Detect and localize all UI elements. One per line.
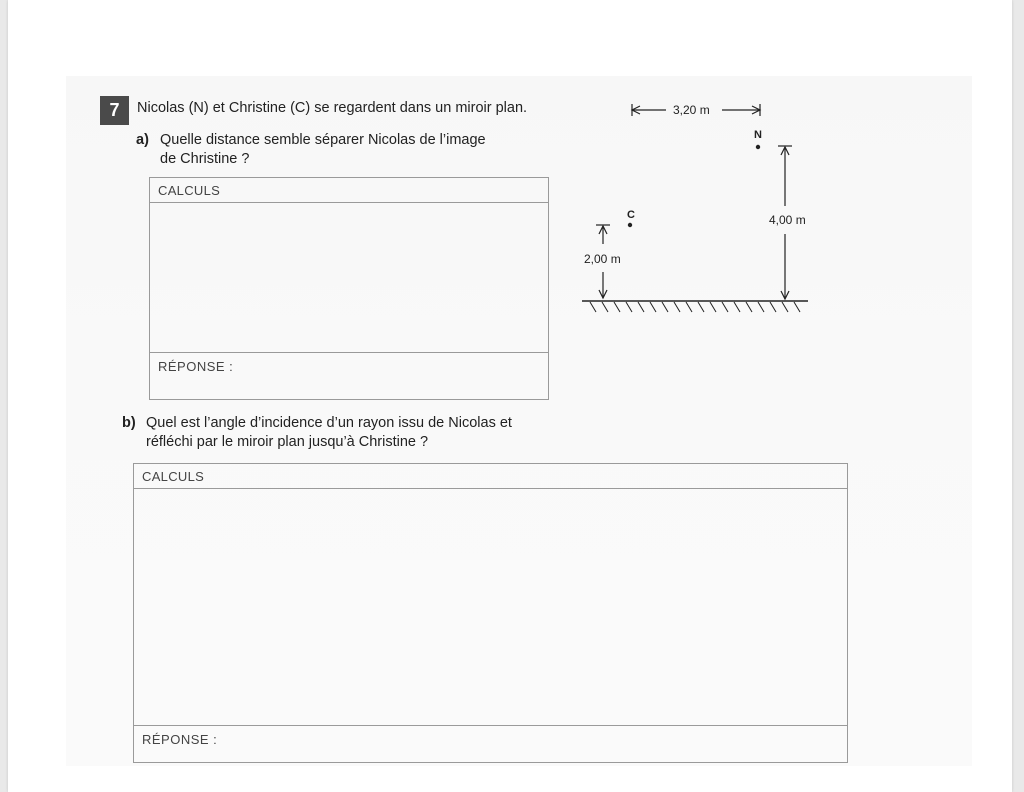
nicolas-point [756,145,760,149]
exercise-statement: Nicolas (N) et Christine (C) se regardent dans un miroir plan. [137,100,528,116]
part-b-question-line2: réfléchi par le miroir plan jusqu’à Christine ? [146,434,429,450]
mirror-hatching [590,302,800,312]
part-a-calc-label: CALCULS [158,183,221,198]
mirror-diagram [560,96,830,326]
part-a-question-line1: Quelle distance semble séparer Nicolas de l’image [160,132,486,148]
part-a-answer-label: RÉPONSE : [158,359,234,374]
n-height-label: 4,00 m [769,213,806,227]
part-a-calc-header [150,178,548,203]
part-b-question-line1: Quel est l’angle d’incidence d’un rayon issu de Nicolas et [146,415,512,431]
nicolas-label: N [754,129,762,141]
part-b-calc-header [134,464,847,489]
part-b-answer-box[interactable] [133,463,848,763]
part-b-label: b) [122,415,136,431]
part-a-answer-box[interactable] [149,177,549,400]
christine-point [628,223,632,227]
horizontal-distance-label: 3,20 m [673,103,710,117]
part-b-answer-area[interactable] [134,725,847,762]
christine-label: C [627,209,635,221]
part-a-answer-area[interactable] [150,352,548,399]
part-a-label: a) [136,132,149,148]
exercise-number-badge: 7 [100,96,129,125]
part-b-answer-label: RÉPONSE : [142,732,218,747]
part-a-question-line2: de Christine ? [160,151,250,167]
part-b-calc-label: CALCULS [142,469,205,484]
c-height-label: 2,00 m [584,252,621,266]
